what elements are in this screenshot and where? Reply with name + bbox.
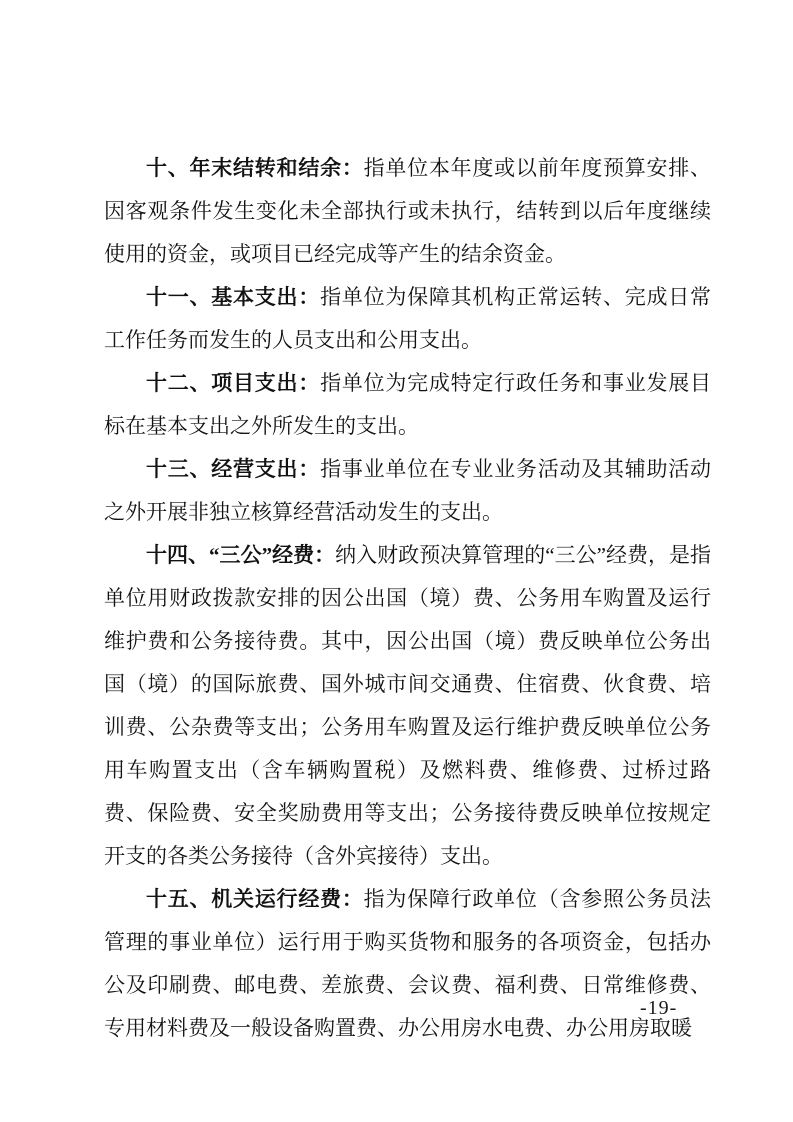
paragraph-lead: 十一、基本支出： bbox=[146, 285, 321, 309]
paragraph bbox=[104, 878, 711, 1050]
paragraph-body: 指单位本年度或以前年度预算安排、因客观条件发生变化未全部执行或未执行，结转到以后年度继续使用的资金，或项目已经完成等产生的结余资金。 bbox=[104, 156, 712, 266]
paragraph-body: 指单位为保障其机构正常运转、完成日常工作任务而发生的人员支出和公用支出。 bbox=[104, 285, 712, 352]
paragraph-lead: 十三、经营支出： bbox=[146, 457, 321, 481]
paragraph-body: 指为保障行政单位（含参照公务员法管理的事业单位）运行用于购买货物和服务的各项资金，包括办公及印刷费、邮电费、差旅费、会议费、福利费、日常维修费、专用材料费及一般设备购置费、办公用房水电费、办公用房取暖 bbox=[104, 887, 712, 1040]
paragraph-body: 指单位为完成特定行政任务和事业发展目标在基本支出之外所发生的支出。 bbox=[104, 371, 712, 438]
paragraph-lead: 十、年末结转和结余： bbox=[146, 156, 364, 180]
paragraph bbox=[104, 534, 711, 878]
paragraph bbox=[104, 276, 711, 362]
paragraph bbox=[104, 147, 711, 276]
paragraph-lead: 十五、机关运行经费： bbox=[146, 887, 364, 911]
page-number: -19- bbox=[640, 997, 678, 1019]
paragraph bbox=[104, 362, 711, 448]
paragraph bbox=[104, 448, 711, 534]
paragraph-body: 指事业单位在专业业务活动及其辅助活动之外开展非独立核算经营活动发生的支出。 bbox=[104, 457, 712, 524]
paragraph-body: 纳入财政预决算管理的“三公”经费，是指单位用财政拨款安排的因公出国（境）费、公务用车购置及运行维护费和公务接待费。其中，因公出国（境）费反映单位公务出国（境）的国际旅费、国外城市间交通费、住宿费、伙食费、培训费、公杂费等支出；公务用车购置及运行维护费反映单位公务用车购置支出（含车辆购置税）及燃料费、维修费、过桥过路费、保险费、安全奖励费用等支出；公务接待费反映单位按规定开支的各类公务接待（含外宾接待）支出。 bbox=[104, 543, 712, 868]
document-body bbox=[104, 147, 711, 1050]
paragraph-lead: 十二、项目支出： bbox=[146, 371, 321, 395]
paragraph-lead: 十四、“三公”经费： bbox=[146, 543, 336, 567]
